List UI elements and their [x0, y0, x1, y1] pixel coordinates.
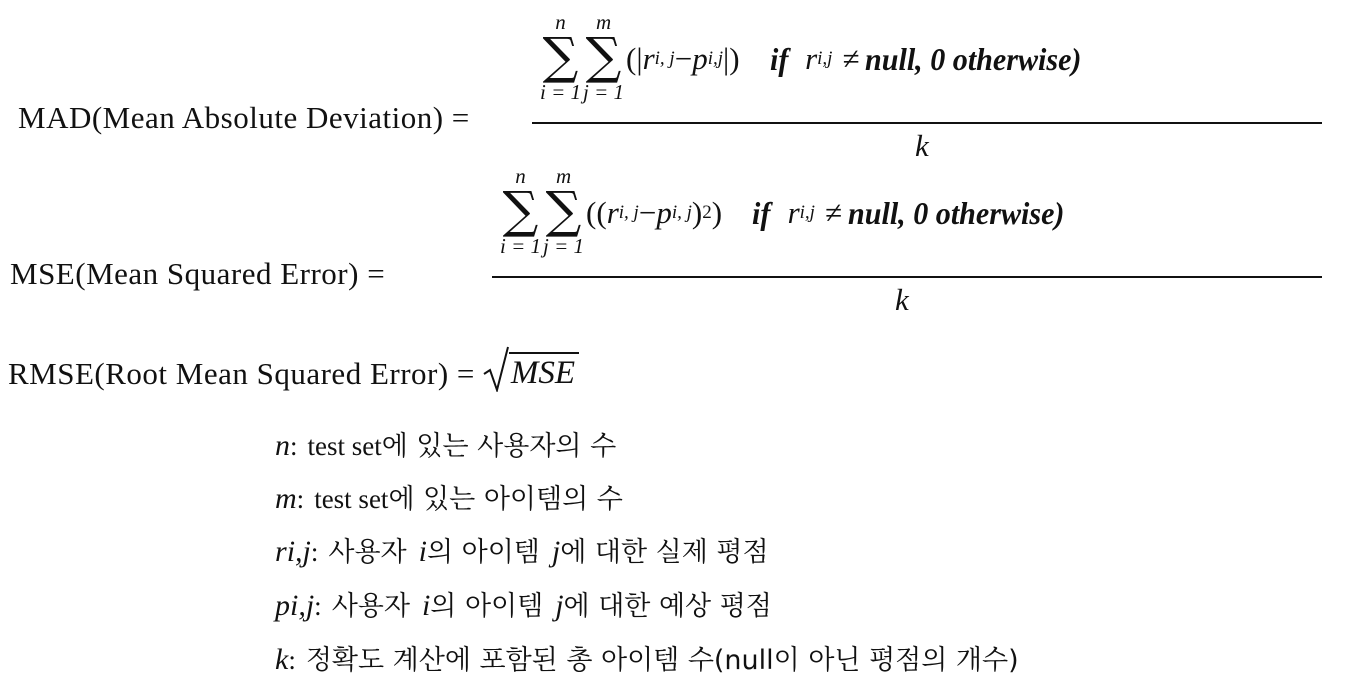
definition-text: 의 아이템 [426, 537, 540, 568]
definition-subscript: i,j [290, 589, 315, 622]
mad-fraction-bar [532, 122, 1322, 124]
mad-cond-r: r [805, 41, 818, 76]
mad-r-sub: i, j [654, 48, 675, 69]
sigma-icon: ∑ [545, 181, 582, 239]
mse-denominator: k [895, 282, 909, 317]
rmse-formula [8, 346, 579, 392]
mad-if: if [769, 40, 788, 77]
mse-minus: − [638, 195, 657, 230]
mse-close-paren-outer: ) [711, 195, 723, 230]
definition-text: 에 대한 실제 평점 [560, 537, 769, 568]
definition-colon: : [310, 537, 319, 567]
definition-text: 사용자 [328, 537, 407, 568]
mse-neq: ≠ [824, 195, 842, 230]
square-root-icon [483, 346, 509, 392]
sigma-icon: ∑ [502, 181, 539, 239]
mad-sum-i-upper: n [555, 10, 566, 34]
definition-colon: : [296, 484, 305, 514]
definition-colon: : [288, 645, 296, 675]
definition-symbol: k [275, 643, 289, 676]
mse-sum-i-lower: i = 1 [500, 234, 542, 258]
definition-text: 의 아이템 [430, 591, 544, 622]
definition-r [275, 530, 769, 569]
mad-neq: ≠ [842, 41, 860, 76]
rmse-sqrt [483, 346, 579, 392]
mse-p: p [656, 195, 672, 230]
mse-numerator [500, 166, 1078, 260]
mse-p-sub: i, j [671, 202, 692, 223]
definition-n [275, 424, 616, 463]
definition-symbol: r [275, 535, 287, 568]
definition-k [275, 638, 1019, 677]
definition-var: j [551, 535, 561, 568]
definition-symbol: m [275, 482, 297, 515]
mad-sum-j-lower: j = 1 [583, 80, 625, 104]
mad-minus: − [674, 41, 693, 76]
mse-cond-rest: null, 0 otherwise) [847, 194, 1065, 231]
mad-sum-i [540, 12, 581, 106]
mse-sum-i [500, 166, 541, 260]
sigma-icon: ∑ [542, 27, 579, 85]
rmse-label: RMSE(Root Mean Squared Error) = [8, 356, 475, 391]
definition-text: 에 대한 예상 평점 [563, 591, 772, 622]
definition-text: 에 있는 아이템의 수 [388, 484, 623, 515]
mad-p-sub: i,j [707, 48, 723, 69]
mad-label: MAD(Mean Absolute Deviation) = [18, 100, 470, 135]
mad-sum-j-upper: m [595, 10, 612, 34]
mse-exponent: 2 [702, 202, 712, 223]
mse-sum-j [543, 166, 584, 260]
definition-symbol: n [275, 429, 290, 462]
mad-close-paren: |) [723, 41, 740, 76]
definition-symbol: p [275, 589, 290, 622]
definition-text: 에 있는 사용자의 수 [381, 431, 617, 462]
definition-text-en: test set [307, 431, 382, 461]
definition-var: i [418, 535, 427, 568]
rmse-radicand: MSE [509, 352, 579, 392]
mse-close-paren: ) [691, 195, 703, 230]
mse-sum-j-upper: m [555, 164, 572, 188]
mse-r: r [606, 195, 619, 230]
mad-r: r [642, 41, 655, 76]
mse-open-paren: (( [586, 195, 607, 230]
definition-text: 정확도 계산에 포함된 총 아이템 수(null이 아닌 평점의 개수) [305, 645, 1019, 676]
definition-m [275, 477, 623, 516]
mad-p: p [692, 41, 708, 76]
mse-if: if [752, 194, 771, 231]
mse-cond-r: r [787, 195, 800, 230]
definition-subscript: i,j [286, 535, 311, 568]
definition-text-en: test set [314, 484, 389, 514]
definition-var: j [555, 589, 564, 622]
mse-sum-j-lower: j = 1 [543, 234, 585, 258]
mse-r-sub: i, j [618, 202, 639, 223]
mse-cond-r-sub: i,j [799, 202, 815, 223]
mad-cond-rest: null, 0 otherwise) [865, 40, 1082, 77]
mse-sum-i-upper: n [515, 164, 526, 188]
mad-sum-j [583, 12, 624, 106]
mse-label: MSE(Mean Squared Error) = [10, 256, 386, 291]
mad-cond-r-sub: i,j [817, 48, 833, 69]
mad-denominator: k [915, 128, 929, 163]
mad-numerator [540, 12, 1096, 106]
definition-p [275, 584, 772, 623]
definition-text: 사용자 [331, 591, 410, 622]
mad-open-paren: (| [626, 41, 643, 76]
sigma-icon: ∑ [585, 27, 622, 85]
definition-colon: : [290, 431, 298, 461]
definition-var: i [421, 589, 431, 622]
mad-sum-i-lower: i = 1 [540, 80, 582, 104]
mse-fraction-bar [492, 276, 1322, 278]
definition-colon: : [314, 591, 322, 621]
